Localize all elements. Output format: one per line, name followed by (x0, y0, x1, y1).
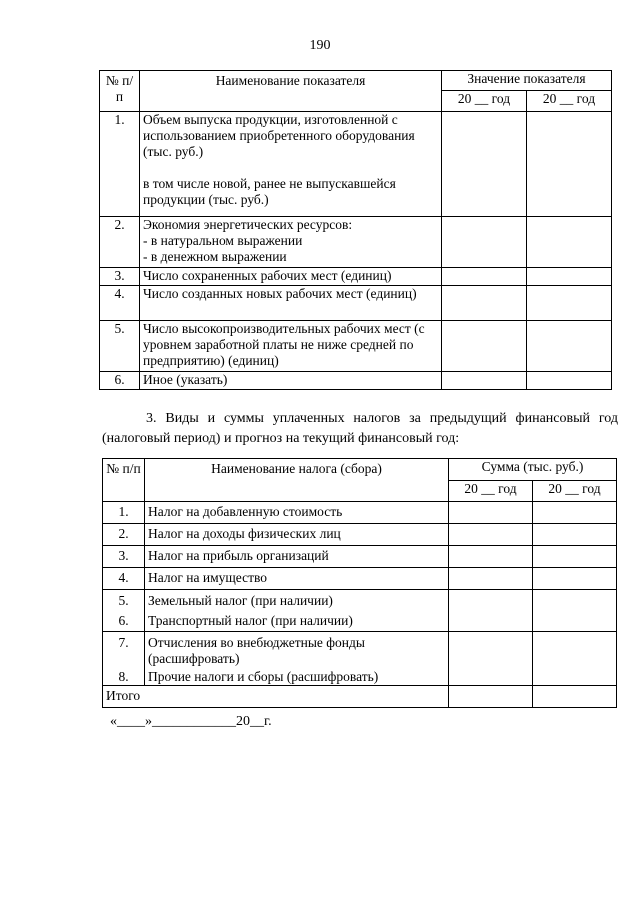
header-year-1: 20 __ год (449, 480, 533, 502)
row-num (103, 590, 145, 632)
row-name-line: Объем выпуска продукции, изготовленной с использованием приобретенного оборудования (тыс. руб.) (143, 112, 415, 159)
row-num: 3. (100, 268, 140, 286)
row-num-7: 7. (118, 635, 129, 650)
row-num: 5. (100, 321, 140, 372)
table-row (103, 524, 617, 546)
value-cell[interactable] (442, 286, 527, 321)
sum-cell[interactable] (533, 686, 617, 708)
sum-cell[interactable] (449, 686, 533, 708)
row-name-line: - в натуральном выражении (143, 233, 303, 248)
header-indicator-value: Значение показателя (442, 71, 612, 91)
taxes-table (102, 458, 617, 708)
sum-cell[interactable] (449, 546, 533, 568)
table-row (100, 112, 612, 217)
row-name (140, 112, 442, 217)
table-row (100, 268, 612, 286)
value-cell[interactable] (527, 321, 612, 372)
header-indicator-name: Наименование показателя (140, 71, 442, 112)
table-row (100, 321, 612, 372)
sum-cell[interactable] (449, 568, 533, 590)
row-name: Иное (указать) (140, 372, 442, 390)
row-name-7: Отчисления во внебюджетные фонды (расшифровать) (148, 635, 365, 666)
value-cell[interactable] (527, 286, 612, 321)
value-cell[interactable] (442, 268, 527, 286)
row-num-5: 5. (118, 593, 129, 608)
header-year-2: 20 __ год (527, 90, 612, 111)
row-num (103, 632, 145, 686)
sum-cell[interactable] (449, 590, 533, 632)
total-label: Итого (103, 686, 449, 708)
table-row (100, 286, 612, 321)
sum-cell[interactable] (533, 546, 617, 568)
row-num-8: 8. (118, 669, 129, 684)
row-name: Число созданных новых рабочих мест (единиц) (140, 286, 442, 321)
value-cell[interactable] (442, 321, 527, 372)
row-num: 4. (103, 568, 145, 590)
header-tax-name: Наименование налога (сбора) (145, 459, 449, 502)
value-cell[interactable] (442, 217, 527, 268)
row-num: 4. (100, 286, 140, 321)
row-num-6: 6. (118, 613, 129, 628)
header-year-1: 20 __ год (442, 90, 527, 111)
table-row (103, 502, 617, 524)
header-sum: Сумма (тыс. руб.) (449, 459, 617, 481)
sum-cell[interactable] (533, 568, 617, 590)
row-name (145, 590, 449, 632)
row-num: 6. (100, 372, 140, 390)
row-name (145, 632, 449, 686)
sum-cell[interactable] (533, 632, 617, 686)
page-number: 190 (309, 38, 331, 53)
section-3-text: 3. Виды и суммы уплаченных налогов за предыдущий финансовый год (налоговый период) и прогноз на текущий финансовый год: (102, 411, 618, 446)
table-row-total (103, 686, 617, 708)
row-name: Налог на доходы физических лиц (145, 524, 449, 546)
row-name: Налог на прибыль организаций (145, 546, 449, 568)
value-cell[interactable] (527, 268, 612, 286)
row-num: 1. (103, 502, 145, 524)
row-name: Число высокопроизводительных рабочих мест (с уровнем заработной платы не ниже средней по предприятию) (единиц) (140, 321, 442, 372)
header-year-2: 20 __ год (533, 480, 617, 502)
row-name-6: Транспортный налог (при наличии) (148, 613, 353, 628)
row-name-line: Экономия энергетических ресурсов: (143, 217, 353, 232)
sum-cell[interactable] (449, 502, 533, 524)
sum-cell[interactable] (449, 524, 533, 546)
value-cell[interactable] (527, 217, 612, 268)
table-row (103, 568, 617, 590)
row-name: Налог на имущество (145, 568, 449, 590)
row-name (140, 217, 442, 268)
header-num: № п/п (100, 71, 140, 112)
sum-cell[interactable] (533, 524, 617, 546)
table-row (100, 372, 612, 390)
table-row (100, 217, 612, 268)
signature-date: «____»____________20__г. (110, 714, 272, 729)
indicators-table (99, 70, 612, 390)
sum-cell[interactable] (449, 632, 533, 686)
row-name: Число сохраненных рабочих мест (единиц) (140, 268, 442, 286)
row-num: 1. (100, 112, 140, 217)
value-cell[interactable] (442, 372, 527, 390)
sum-cell[interactable] (533, 502, 617, 524)
value-cell[interactable] (527, 112, 612, 217)
table-row (103, 632, 617, 686)
row-num: 3. (103, 546, 145, 568)
table-row (103, 590, 617, 632)
row-name-5: Земельный налог (при наличии) (148, 593, 333, 608)
table-row (103, 546, 617, 568)
row-num: 2. (100, 217, 140, 268)
row-name-line: в том числе новой, ранее не выпускавшейся продукции (тыс. руб.) (143, 176, 396, 207)
value-cell[interactable] (527, 372, 612, 390)
row-name-line: - в денежном выражении (143, 249, 287, 264)
header-num: № п/п (103, 459, 145, 502)
row-num: 2. (103, 524, 145, 546)
row-name-8: Прочие налоги и сборы (расшифровать) (148, 669, 379, 684)
value-cell[interactable] (442, 112, 527, 217)
row-name: Налог на добавленную стоимость (145, 502, 449, 524)
sum-cell[interactable] (533, 590, 617, 632)
